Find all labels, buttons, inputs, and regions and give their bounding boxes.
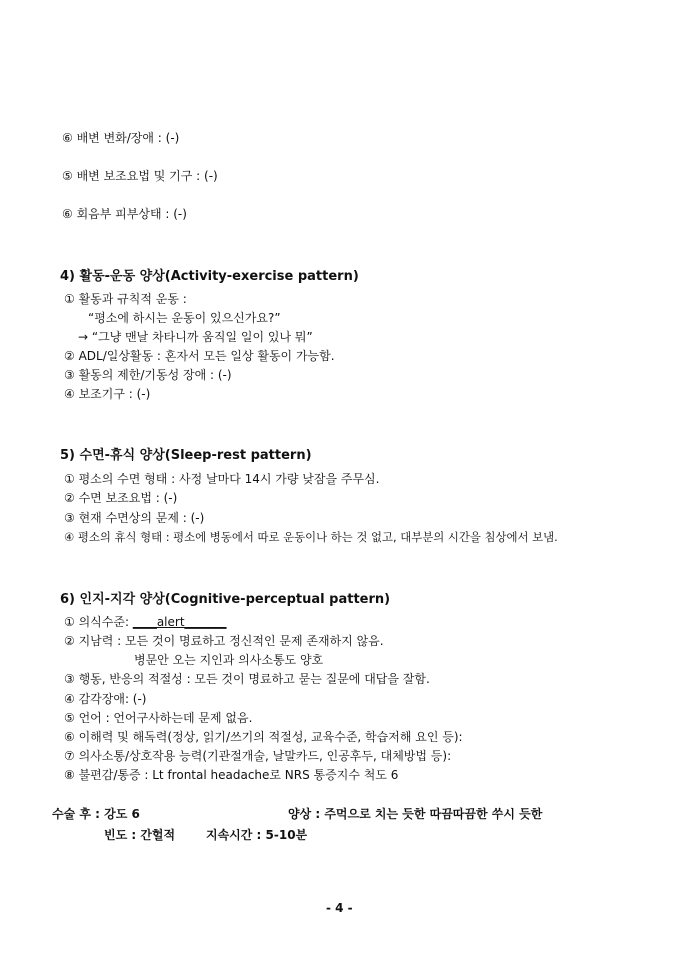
cognitive-line-6: ⑥ 이해력 및 해독력(정상, 읽기/쓰기의 적절성, 교육수준, 학습저해 요인 등): (64, 730, 463, 744)
activity-line-2: ② ADL/일상활동 : 혼자서 모든 일상 활동이 가능함. (64, 349, 335, 363)
elim-line-perineum: ⑥ 회음부 피부상태 : (-) (62, 207, 187, 221)
sleep-heading: 5) 수면-휴식 양상(Sleep-rest pattern) (60, 448, 312, 463)
sleep-line-3: ③ 현재 수면상의 문제 : (-) (64, 511, 205, 525)
sleep-line-1: ① 평소의 수면 형태 : 사정 날마다 14시 가량 낮잠을 주무심. (64, 472, 380, 486)
activity-line-3: ③ 활동의 제한/기동성 장애 : (-) (64, 368, 232, 382)
page-number: - 4 - (326, 901, 353, 915)
cognitive-line-3: ③ 행동, 반응의 적절성 : 모든 것이 명료하고 묻는 질문에 대답을 잘함. (64, 672, 430, 686)
cognitive-line-7: ⑦ 의사소통/상호작용 능력(기관절개술, 날말카드, 인공후두, 대체방법 등): (64, 749, 452, 763)
activity-line-1: ① 활동과 규칙적 운동 : (64, 292, 187, 306)
elim-line-bowel-change: ⑥ 배변 변화/장애 : (-) (62, 131, 180, 145)
activity-heading: 4) 활동-운동 양상(Activity-exercise pattern) (60, 269, 359, 284)
sleep-line-2: ② 수면 보조요법 : (-) (64, 491, 178, 505)
postop-frequency: 빈도 : 간헐적 (104, 828, 176, 842)
postop-duration: 지속시간 : 5-10분 (206, 828, 308, 842)
cognitive-line-4: ④ 감각장애: (-) (64, 692, 147, 706)
cognitive-heading: 6) 인지-지각 양상(Cognitive-perceptual pattern) (60, 592, 391, 607)
activity-line-4: ④ 보조기구 : (-) (64, 387, 151, 401)
cognitive-line-5: ⑤ 언어 : 언어구사하는데 문제 없음. (64, 711, 253, 725)
activity-answer: → “그냥 맨날 차타니까 움직일 일이 있나 뭐” (78, 330, 313, 344)
cognitive-line-8: ⑧ 불편감/통증 : Lt frontal headache로 NRS 통증지수 척도 6 (64, 768, 399, 782)
postop-pattern: 양상 : 주먹으로 치는 듯한 따끔따끔한 쑤시 듯한 (288, 807, 543, 821)
activity-question: “평소에 하시는 운동이 있으신가요?” (88, 311, 281, 325)
cognitive-line-1 (64, 614, 227, 630)
consciousness-value: ____alert_______ (132, 615, 227, 629)
cognitive-line-2: ② 지남력 : 모든 것이 명료하고 정신적인 문제 존재하지 않음. (64, 634, 384, 648)
consciousness-label: ① 의식수준: (64, 615, 133, 629)
cognitive-line-2b: 병문안 오는 지인과 의사소통도 양호 (134, 653, 324, 667)
postop-intensity: 수술 후 : 강도 6 (52, 807, 140, 821)
elim-line-bowel-aid: ⑤ 배변 보조요법 및 기구 : (-) (62, 169, 218, 183)
sleep-line-4: ④ 평소의 휴식 형태 : 평소에 병동에서 따로 운동이나 하는 것 없고, 대부분의 시간을 침상에서 보냄. (64, 530, 558, 544)
